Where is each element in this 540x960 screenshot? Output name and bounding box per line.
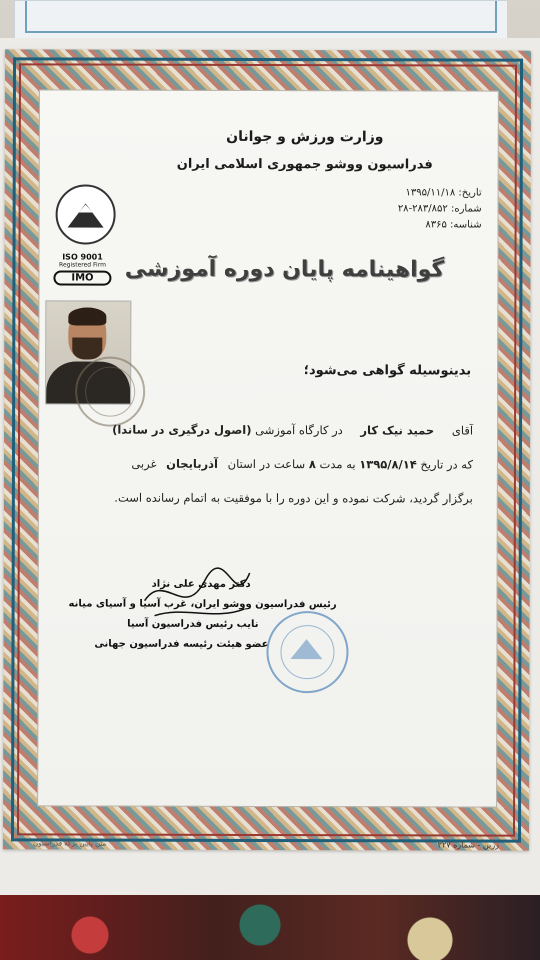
certificate-title: گواهینامه پایان دوره آموزشی bbox=[124, 256, 445, 283]
course-date: ۱۳۹۵/۸/۱۴ bbox=[359, 457, 417, 472]
footer-small-text: متن پایین برگه فدراسیون bbox=[32, 839, 107, 848]
background-sheet bbox=[14, 0, 508, 42]
duration-prefix: به مدت bbox=[319, 457, 356, 472]
province-name: آذربایجان bbox=[166, 456, 219, 471]
prefix-mr: آقای bbox=[451, 423, 474, 438]
imo-badge: IMO bbox=[53, 270, 111, 285]
number-label: شماره: bbox=[450, 203, 482, 215]
holder-name: حمید نیک کار bbox=[360, 423, 435, 438]
signatory-role-2: نایب رئیس فدراسیون آسیا bbox=[127, 618, 259, 630]
signatory-role-1: رئیس فدراسیون ووشو ایران، غرب آسیا و آسیای میانه bbox=[68, 598, 337, 611]
course-name: (اصول درگیری در ساندا) bbox=[112, 422, 252, 437]
date-line bbox=[405, 187, 481, 198]
id-label: شناسه: bbox=[450, 219, 482, 231]
certificate-frame bbox=[3, 49, 531, 850]
carpet bbox=[0, 895, 540, 960]
federation-heading: فدراسیون ووشو جمهوری اسلامی ایران bbox=[176, 156, 433, 173]
wushu-federation-logo-icon bbox=[56, 184, 116, 244]
province-suffix: غربی bbox=[131, 456, 157, 471]
course-hours: ۸ bbox=[308, 457, 316, 472]
date-value: ۱۳۹۵/۱۱/۱۸ bbox=[405, 187, 456, 199]
photo-seal bbox=[75, 356, 145, 426]
mountain-shape bbox=[68, 203, 104, 227]
iso-badge bbox=[53, 252, 111, 285]
photo-head bbox=[68, 309, 106, 359]
date-label: تاریخ: bbox=[458, 187, 482, 199]
stamp-emblem bbox=[290, 639, 322, 659]
date-prefix: که در تاریخ bbox=[420, 457, 473, 472]
number-value: ۲۸۳/۸۵۲-۲۸ bbox=[397, 203, 448, 215]
workshop-text: در کارگاه آموزشی bbox=[255, 422, 343, 438]
body-line-2 bbox=[131, 457, 473, 472]
handwritten-signature bbox=[135, 561, 255, 631]
official-stamp bbox=[266, 611, 348, 693]
background-sheet-border bbox=[25, 1, 497, 33]
holder-photo bbox=[45, 300, 131, 404]
iso-sub: Registered Firm bbox=[59, 261, 106, 269]
photo-body bbox=[46, 361, 130, 404]
hereby-line: بدینوسیله گواهی می‌شود؛ bbox=[303, 363, 472, 379]
certificate-paper bbox=[37, 89, 499, 807]
id-line bbox=[425, 219, 481, 230]
signatory-name: دکتر مهدی علی نژاد bbox=[151, 578, 251, 590]
signatory-role-3: عضو هیئت رئیسه فدراسیون جهانی bbox=[94, 638, 269, 651]
footer-code: زرین - شماره ۲۲۷ bbox=[437, 840, 499, 850]
ministry-heading: وزارت ورزش و جوانان bbox=[226, 128, 384, 146]
body-line-1 bbox=[112, 423, 473, 438]
photo-hair bbox=[68, 307, 106, 325]
photo-beard bbox=[72, 337, 102, 359]
iso-text: ISO 9001 bbox=[62, 252, 103, 262]
id-value: ۸۳۶۵ bbox=[425, 219, 447, 231]
number-line bbox=[398, 203, 482, 214]
body-line-3: برگزار گردید، شرکت نموده و این دوره را با موفقیت به اتمام رسانده است. bbox=[114, 490, 473, 506]
mountain-snowcap bbox=[79, 205, 93, 213]
province-prefix: ساعت در استان bbox=[227, 456, 306, 472]
